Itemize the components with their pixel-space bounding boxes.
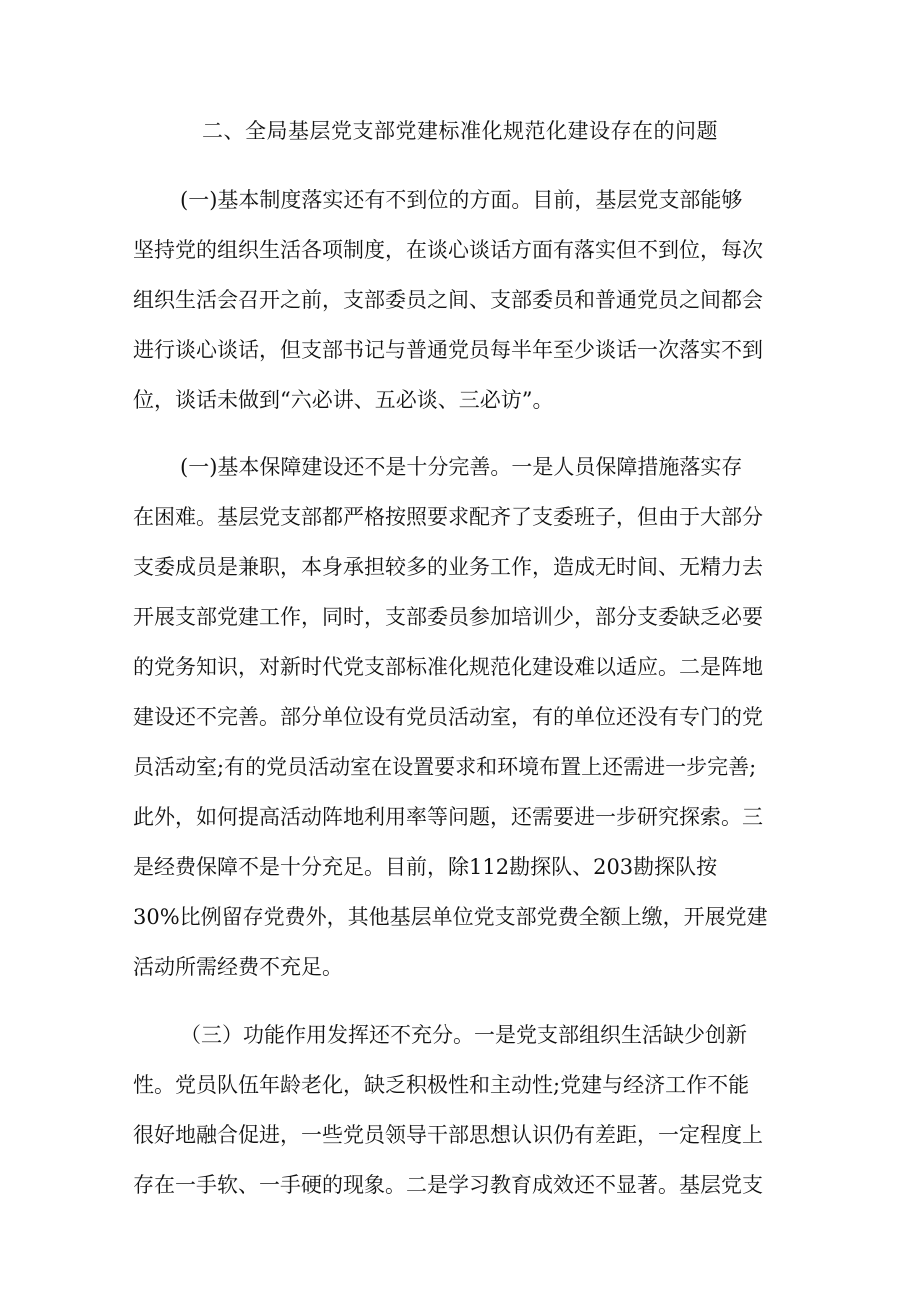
paragraph-1-line-5: 位，谈话未做到“六必讲、五必谈、三必访”。 bbox=[133, 388, 554, 412]
paragraph-2-line-1: (一)基本保障建设还不是十分完善。一是人员保障措施落实存 bbox=[180, 455, 743, 479]
section-heading: 二、全局基层党支部党建标准化规范化建设存在的问题 bbox=[202, 119, 718, 143]
paragraph-1-line-2: 坚持党的组织生活各项制度，在谈心谈话方面有落实但不到位，每次 bbox=[133, 238, 763, 262]
paragraph-2-line-6: 建设还不完善。部分单位设有党员活动室，有的单位还没有专门的党 bbox=[133, 705, 763, 729]
paragraph-2-line-7: 员活动室;有的党员活动室在设置要求和环境布置上还需进一步完善; bbox=[133, 755, 757, 779]
paragraph-1-line-1: (一)基本制度落实还有不到位的方面。目前，基层党支部能够 bbox=[180, 188, 743, 212]
paragraph-2-line-5: 的党务知识，对新时代党支部标准化规范化建设难以适应。二是阵地 bbox=[133, 655, 763, 679]
paragraph-1-line-3: 组织生活会召开之前，支部委员之间、支部委员和普通党员之间都会 bbox=[133, 288, 763, 312]
paragraph-3-line-2: 性。党员队伍年龄老化，缺乏积极性和主动性;党建与经济工作不能 bbox=[133, 1073, 750, 1097]
paragraph-2-line-9: 是经费保障不是十分充足。目前，除112勘探队、203勘探队按 bbox=[133, 855, 718, 879]
paragraph-2-line-3: 支委成员是兼职，本身承担较多的业务工作，造成无时间、无精力去 bbox=[133, 555, 763, 579]
paragraph-2-line-4: 开展支部党建工作，同时，支部委员参加培训少，部分支委缺乏必要 bbox=[133, 605, 763, 629]
paragraph-1-line-4: 进行谈心谈话，但支部书记与普通党员每半年至少谈话一次落实不到 bbox=[133, 338, 763, 362]
paragraph-3-line-1: （三）功能作用发挥还不充分。一是党支部组织生活缺少创新 bbox=[180, 1023, 747, 1047]
paragraph-2-line-11: 活动所需经费不充足。 bbox=[133, 955, 343, 979]
paragraph-3-line-3: 很好地融合促进，一些党员领导干部思想认识仍有差距，一定程度上 bbox=[133, 1123, 763, 1147]
paragraph-2-line-8: 此外，如何提高活动阵地利用率等问题，还需要进一步研究探索。三 bbox=[133, 805, 763, 829]
paragraph-2-line-10: 30%比例留存党费外，其他基层单位党支部党费全额上缴，开展党建 bbox=[133, 905, 768, 929]
paragraph-2-line-2: 在困难。基层党支部都严格按照要求配齐了支委班子，但由于大部分 bbox=[133, 505, 763, 529]
paragraph-3-line-4: 存在一手软、一手硬的现象。二是学习教育成效还不显著。基层党支 bbox=[133, 1173, 763, 1197]
